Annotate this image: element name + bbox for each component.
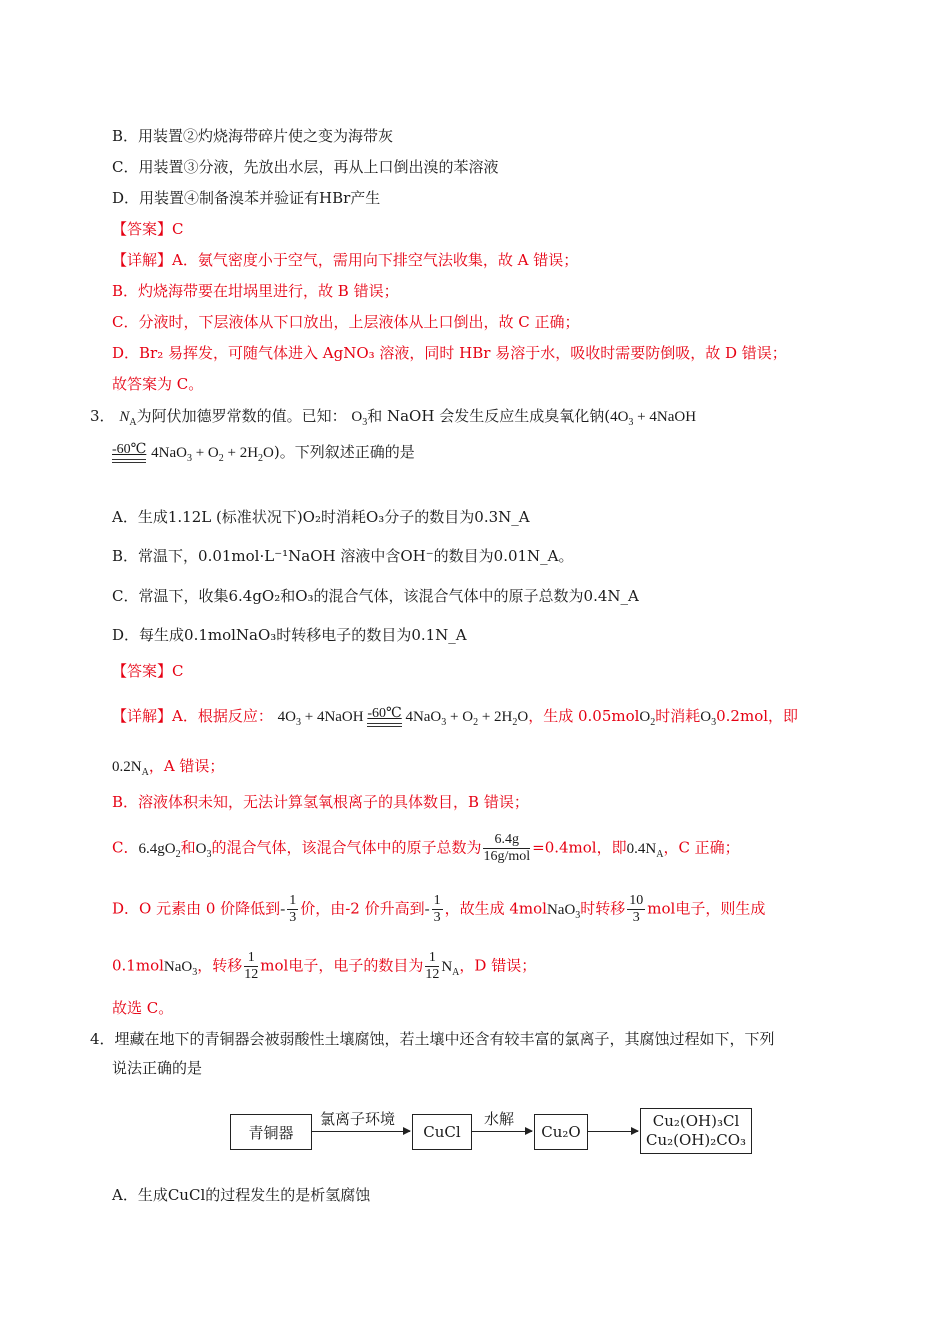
stem-text: 和 NaOH 会发生反应生成臭氧化钠( (367, 407, 611, 425)
explain-text: 的混合气体，该混合气体中的原子总数为 (211, 838, 482, 857)
stem-text: 埋藏在地下的青铜器会被弱酸性土壤腐蚀，若土壤中还含有较丰富的氯离子，其腐蚀过程如下，下列 (114, 1030, 775, 1048)
explain-text: A．根据反应： (172, 707, 273, 725)
q3-conclusion: 故选 C。 (112, 999, 174, 1017)
flow-box-bronze: 青铜器 (230, 1114, 312, 1150)
na-symbol: $N_A$ (119, 409, 137, 428)
reactant-formula: $4O_3$ + 4NaOH (610, 409, 697, 428)
answer-tag: 【答案】 (112, 662, 173, 680)
option-text: 用装置②灼烧海带碎片使之变为海带灰 (138, 127, 394, 145)
q4-option-a: A．生成CuCl的过程发生的是析氢腐蚀 (112, 1186, 371, 1204)
option-text: 用装置④制备溴苯并验证有HBr产生 (139, 189, 381, 207)
explain-text: ，C 正确； (663, 838, 740, 857)
answer-value: C (172, 662, 184, 680)
q4-stem-line1 (90, 1029, 775, 1049)
explain-text: 0.2mol，即 (716, 707, 799, 725)
explain-text: ，故生成 4mol (444, 899, 547, 918)
answer-tag: 【答案】 (112, 220, 173, 238)
q2-explain-b: B．灼烧海带要在坩埚里进行，故 B 错误； (112, 282, 399, 300)
na-value: $0.4N_A$ (626, 840, 664, 860)
q2-explain-c: C．分液时，下层液体从下口放出，上层液体从上口倒出，故 C 正确； (112, 313, 580, 331)
option-letter: C． (112, 158, 139, 176)
stem-text: )。下列叙述正确的是 (273, 443, 415, 461)
fraction-one-twelfth: $\frac{1}{12}$ (425, 950, 440, 982)
option-text: 用装置③分液，先放出水层，再从上口倒出溴的苯溶液 (138, 158, 499, 176)
explain-text: D．O 元素由 0 价降低到 (112, 899, 281, 918)
q3-explain-a-cont (112, 756, 224, 777)
option-letter: B． (112, 127, 139, 145)
flow-box-products (640, 1108, 752, 1154)
flow-arrow-2 (472, 1131, 532, 1132)
flow-label-chloride: 氯离子环境 (320, 1110, 396, 1128)
explain-text: ，转移 (197, 956, 243, 975)
q3-option-c: C．常温下，收集6.4gO₂和O₃的混合气体，该混合气体中的原子总数为0.4N_A (112, 587, 639, 605)
mass-o2: $6.4gO_2$ (138, 840, 181, 860)
corrosion-flow-diagram (230, 1108, 755, 1156)
reaction-arrow (367, 707, 401, 727)
q3-option-d: D．每生成0.1molNaO₃时转移电子的数目为0.1N_A (112, 626, 467, 644)
flow-box-cucl: CuCl (412, 1114, 472, 1150)
q2-option-b (112, 126, 393, 146)
answer-value: C (172, 220, 184, 238)
nao3-symbol: NaO$_3$ (163, 958, 198, 978)
flow-arrow-1 (312, 1131, 410, 1132)
fraction-one-third: $\frac{1}{3}$ (433, 893, 441, 925)
q2-option-d (112, 188, 380, 208)
explain-text: mol电子，电子的数目为 (260, 956, 424, 975)
explain-text: ，A 错误； (148, 757, 225, 775)
q2-option-c (112, 157, 499, 177)
explain-text: ，D 错误； (459, 956, 537, 975)
explain-text: 时转移 (580, 899, 626, 918)
product-1: Cu₂(OH)₃Cl (652, 1112, 740, 1130)
fraction-mass: $\frac{6.4g}{\text{16g/mol}}$ (483, 832, 531, 864)
explain-text: 0.1mol (112, 956, 164, 975)
q3-explain-c (112, 832, 740, 865)
o3-symbol: $O_3$ (700, 709, 717, 728)
explain-tag: 【详解】 (112, 251, 173, 269)
nao3-symbol: NaO$_3$ (546, 901, 581, 921)
q3-explain-a (112, 706, 798, 727)
option-letter: D． (112, 189, 140, 207)
explain-text: ，生成 0.05mol (528, 707, 640, 725)
q3-answer (112, 661, 184, 681)
fraction-one-third: $\frac{1}{3}$ (289, 893, 297, 925)
explain-text: 和 (180, 838, 196, 857)
q2-answer (112, 219, 184, 239)
explain-text: 时消耗 (655, 707, 701, 725)
explain-text: A．氨气密度小于空气，需用向下排空气法收集，故 A 错误； (172, 251, 579, 269)
fraction-one-twelfth: $\frac{1}{12}$ (244, 950, 259, 982)
q3-stem-line1 (90, 406, 696, 427)
na-value: $0.2N_A$ (112, 759, 149, 778)
o2-symbol: $O_2$ (639, 709, 656, 728)
reaction-condition: -60℃ (367, 706, 402, 721)
o3-symbol: $O_3$ (195, 840, 212, 860)
q3-explain-d: D．O 元素由 0 价降低到- $\frac{1}{3}$ 价，由-2 价升高到- $\frac{1}{3}$ ，故生成 4molNaO$_3$时转移 $\frac{10}{3}$ mol电子，则生成 (112, 893, 766, 925)
product-formula: $4NaO_3 + O_2 + 2H_2O$ (151, 445, 274, 464)
explain-text: =0.4mol，即 (532, 838, 627, 857)
stem-text: 为阿伏加德罗常数的值。已知： (136, 407, 347, 425)
question-number: 4． (90, 1030, 115, 1048)
q2-explain-d: D．Br₂ 易挥发，可随气体进入 AgNO₃ 溶液，同时 HBr 易溶于水，吸收时需要防倒吸，故 D 错误； (112, 344, 787, 362)
question-number: 3． (90, 407, 115, 425)
product-2: Cu₂(OH)₂CO₃ (645, 1131, 747, 1149)
o3-symbol: $O_3$ (351, 409, 368, 428)
flow-label-hydrolysis: 水解 (484, 1110, 515, 1128)
q2-explain-a (112, 250, 578, 270)
reaction-arrow (112, 443, 146, 463)
na-symbol: $N_A$ (441, 958, 460, 978)
q2-conclusion: 故答案为 C。 (112, 375, 204, 393)
reaction-condition: -60℃ (112, 442, 147, 457)
q3-option-b: B．常温下，0.01mol·L⁻¹NaOH 溶液中含OH⁻的数目为0.01N_A。 (112, 547, 574, 565)
explain-tag: 【详解】 (112, 707, 173, 725)
q3-option-a: A．生成1.12L (标准状况下)O₂时消耗O₃分子的数目为0.3N_A (112, 508, 530, 526)
flow-box-cu2o: Cu₂O (534, 1114, 588, 1150)
reaction-formula: $4O_3$ + 4NaOH -60℃ $4NaO_3 + O_2 + 2H_2O$ (277, 706, 529, 728)
explain-text: mol电子，则生成 (647, 899, 766, 918)
q3-stem-line2 (112, 442, 415, 463)
fraction-ten-thirds: $\frac{10}{3}$ (629, 893, 644, 925)
explain-text: C． (112, 838, 139, 857)
q3-explain-d-cont (112, 950, 536, 983)
explain-text: 价，由-2 价升高到 (300, 899, 425, 918)
q3-explain-b: B．溶液体积未知，无法计算氢氧根离子的具体数目，B 错误； (112, 793, 529, 811)
q4-stem-line2: 说法正确的是 (112, 1059, 203, 1077)
flow-arrow-3 (588, 1131, 638, 1132)
